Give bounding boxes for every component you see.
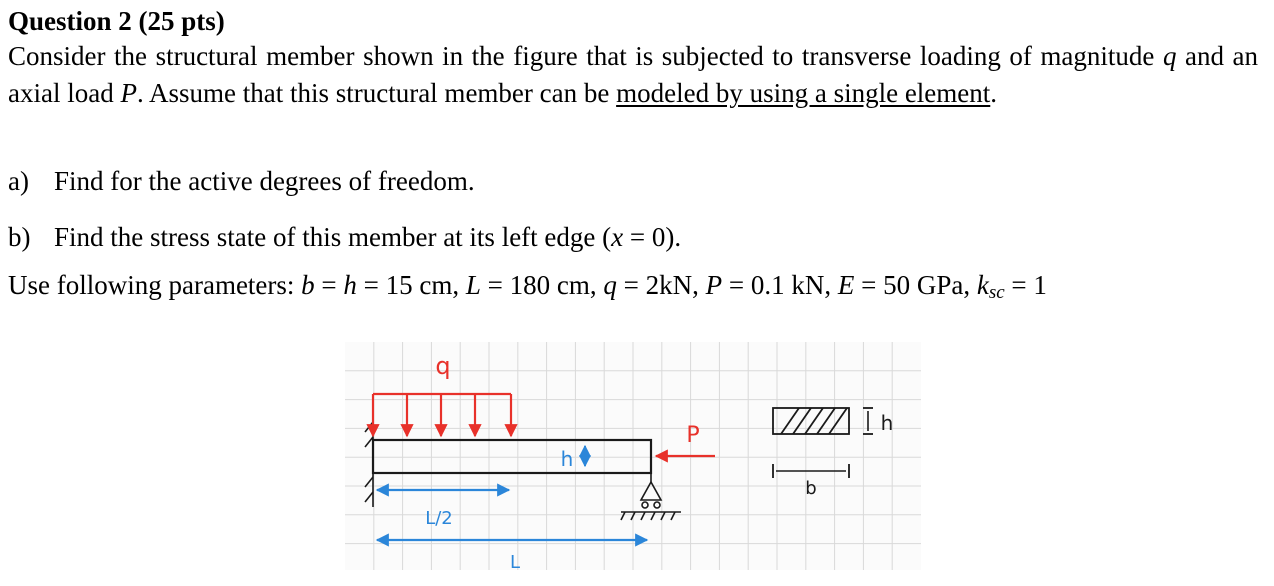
intro-text-2: and an axial load [8,41,1258,108]
intro-end: . [990,78,998,108]
param-P-value: = 0.1 kN, [722,270,838,300]
parameters-line [8,268,1047,310]
param-h-value: = 15 cm, [356,270,466,300]
question-intro [8,38,1258,112]
item-a-text: Find for the active degrees of freedom. [54,166,475,196]
label-h-beam: h [560,447,574,471]
beam-figure [345,342,921,570]
param-k-value: = 1 [1004,270,1047,300]
param-b: b [301,270,315,300]
param-P: P [705,270,723,300]
label-L: L [509,552,521,570]
grid-paper [345,342,921,570]
param-k-subscript: sc [988,282,1005,303]
param-h: h [343,270,357,300]
item-a [8,164,475,198]
param-q: q [603,270,617,300]
params-prefix: Use following parameters: [8,270,302,300]
label-h-section: h [880,411,894,435]
item-b [8,220,681,254]
intro-underlined: modeled by using a single element [616,78,991,108]
intro-var-P: P [120,78,137,108]
param-L-value: = 180 cm, [480,270,604,300]
param-E-value: = 50 GPa, [854,270,977,300]
param-k: k [976,270,989,300]
intro-text-1: Consider the structural member shown in the figure that is subjected to transverse loading of magnitude [8,41,1163,71]
param-eq: = [314,270,344,300]
intro-text-3: . Assume that this structural member can be [136,78,617,108]
label-L-half: L/2 [425,508,453,529]
param-q-value: = 2kN, [616,270,706,300]
item-b-label: b) [8,222,31,252]
intro-var-q: q [1162,41,1177,71]
param-L: L [465,270,481,300]
param-E: E [837,270,855,300]
item-b-text-1: Find the stress state of this member at its left edge ( [54,222,612,252]
question-title: Question 2 (25 pts) [8,6,225,36]
item-b-var-x: x [611,222,624,252]
item-a-label: a) [8,166,29,196]
label-q: q [435,352,451,380]
label-b: b [805,478,817,499]
label-P: P [686,423,700,448]
item-b-text-2: = 0). [623,222,682,252]
